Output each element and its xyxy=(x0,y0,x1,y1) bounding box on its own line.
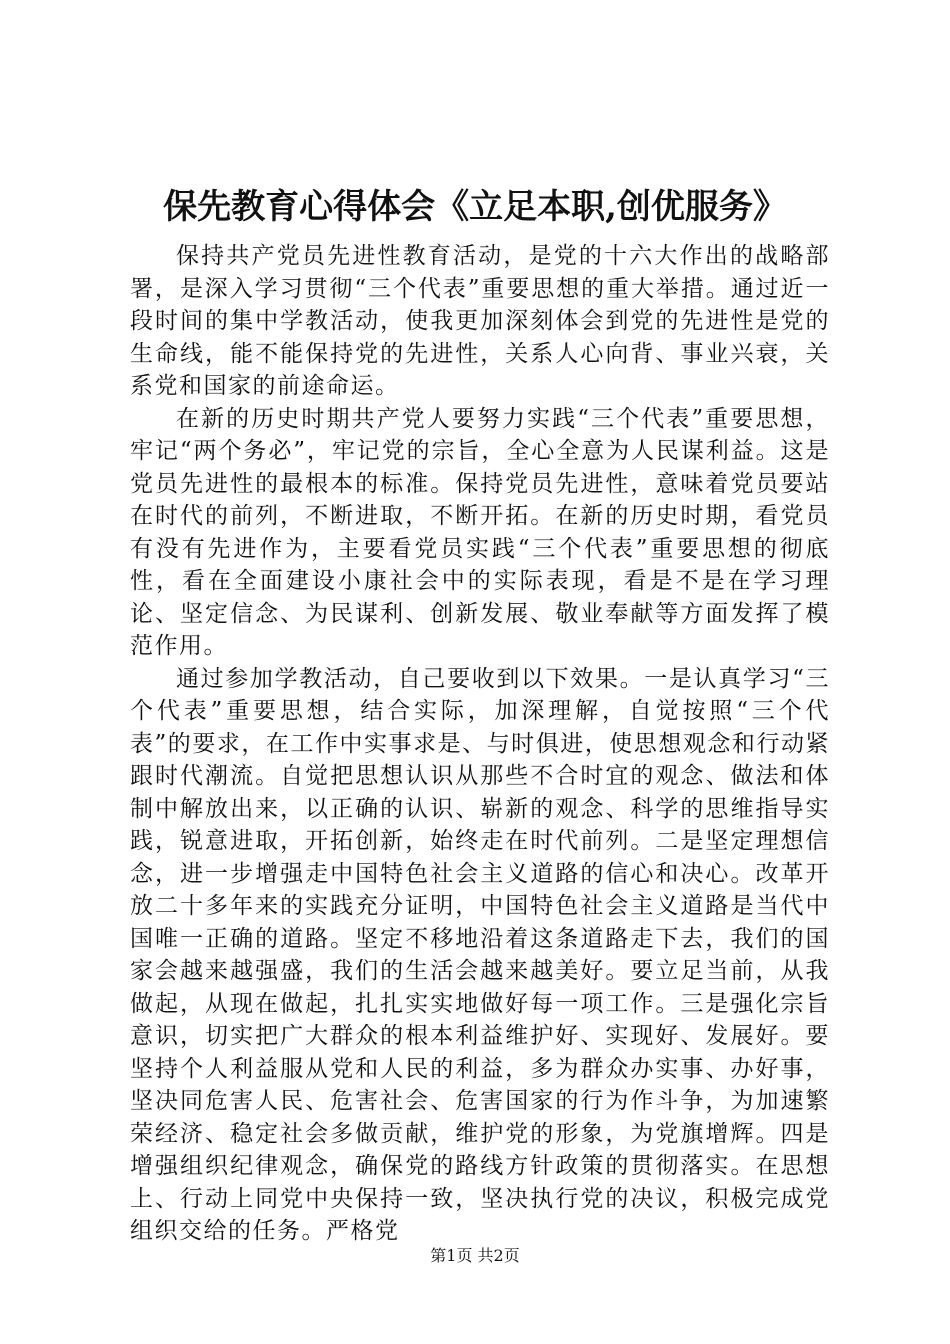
document-body xyxy=(130,240,830,1248)
document-title: 保先教育心得体会《立足本职,创优服务》 xyxy=(163,187,787,227)
paragraph-2: 在新的历史时期共产党人要努力实践“三个代表”重要思想，牢记“两个务必”，牢记党的宗旨，全心全意为人民谋利益。这是党员先进性的最根本的标准。保持党员先进性，意味着党员要站在时代的前列，不断进取，不断开拓。在新的历史时期，看党员有没有先进作为，主要看党员实践“三个代表”重要思想的彻底性，看在全面建设小康社会中的实际表现，看是不是在学习理论、坚定信念、为民谋利、创新发展、敬业奉献等方面发挥了模范作用。 xyxy=(130,405,830,659)
paragraph-3: 通过参加学教活动，自己要收到以下效果。一是认真学习“三个代表”重要思想，结合实际，加深理解，自觉按照“三个代表”的要求，在工作中实事求是、与时俱进，使思想观念和行动紧跟时代潮流。自觉把思想认识从那些不合时宜的观念、做法和体制中解放出来，以正确的认识、崭新的观念、科学的思维指导实践，锐意进取，开拓创新，始终走在时代前列。二是坚定理想信念，进一步增强走中国特色社会主义道路的信心和决心。改革开放二十多年来的实践充分证明，中国特色社会主义道路是当代中国唯一正确的道路。坚定不移地沿着这条道路走下去，我们的国家会越来越强盛，我们的生活会越来越美好。要立足当前，从我做起，从现在做起，扎扎实实地做好每一项工作。三是强化宗旨意识，切实把广大群众的根本利益维护好、实现好、发展好。要坚持个人利益服从党和人民的利益，多为群众办实事、办好事，坚决同危害人民、危害社会、危害国家的行为作斗争，为加速繁荣经济、稳定社会多做贡献，维护党的形象，为党旗增辉。四是增强组织纪律观念，确保党的路线方针政策的贯彻落实。在思想上、行动上同党中央保持一致，坚决执行党的决议，积极完成党组织交给的任务。严格党 xyxy=(130,665,830,1244)
page-footer: 第1页 共2页 xyxy=(430,1246,520,1265)
paragraph-1: 保持共产党员先进性教育活动，是党的十六大作出的战略部署，是深入学习贯彻“三个代表”重要思想的重大举措。通过近一段时间的集中学教活动，使我更加深刻体会到党的先进性是党的生命线，能不能保持党的先进性，关系人心向背、事业兴衰，关系党和国家的前途命运。 xyxy=(130,243,830,399)
